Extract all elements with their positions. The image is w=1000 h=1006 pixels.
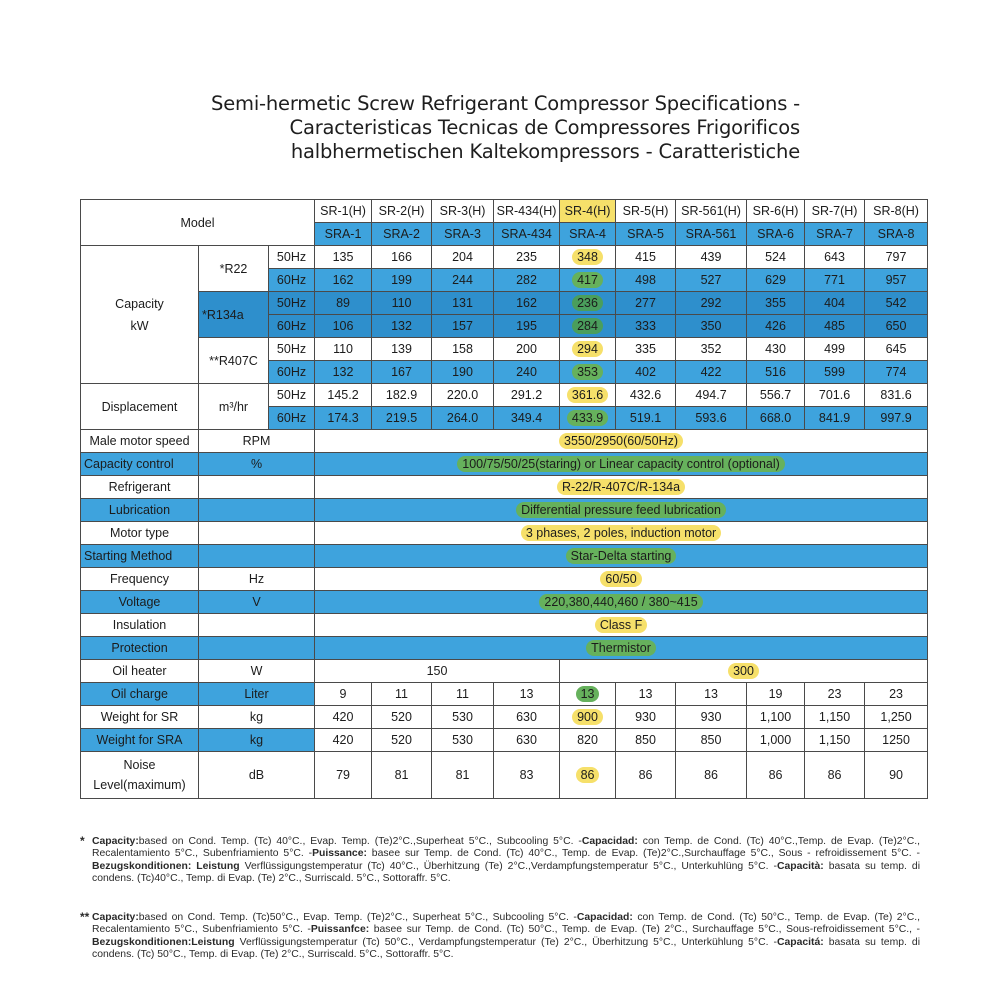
capacity-value: 650 (865, 315, 928, 338)
weight-sra-value: 1250 (865, 729, 928, 752)
weight-sr-value: 520 (372, 706, 432, 729)
weight-sra-value: 1,150 (805, 729, 865, 752)
capacity-label-line-2: kW (130, 318, 149, 333)
refrigerant-row (81, 476, 928, 499)
capacity-label (81, 246, 199, 384)
displacement-value: 291.2 (494, 384, 560, 407)
model-sra-4: SRA-434 (494, 223, 560, 246)
capacity-value: 645 (865, 338, 928, 361)
capacity-value: 957 (865, 269, 928, 292)
capacity-row-3 (81, 292, 928, 315)
model-sr-8: SR-6(H) (747, 200, 805, 223)
capacity-row-5 (81, 338, 928, 361)
motor-speed-value (315, 430, 928, 453)
oil-charge-value: 23 (865, 683, 928, 706)
footnote-1 (80, 836, 920, 886)
model-sr-2: SR-2(H) (372, 200, 432, 223)
frequency-label: Frequency (81, 568, 199, 591)
capacity-value: 158 (432, 338, 494, 361)
header-row-sr (81, 200, 928, 223)
weight-sra-label: Weight for SRA (81, 729, 199, 752)
noise-value: 86 (747, 752, 805, 799)
freq-label: 60Hz (269, 315, 315, 338)
motor-type-value-value: 3 phases, 2 poles, induction motor (521, 525, 721, 541)
voltage-value-value: 220,380,440,460 / 380~415 (539, 594, 702, 610)
model-sr-3: SR-3(H) (432, 200, 494, 223)
capacity-value: 352 (676, 338, 747, 361)
weight-sr-label: Weight for SR (81, 706, 199, 729)
model-sr-10: SR-8(H) (865, 200, 928, 223)
model-label: Model (81, 200, 315, 246)
capacity-control-unit: % (199, 453, 315, 476)
footnote-1-key-5: Capacità: (776, 860, 824, 872)
displacement-value-value: 433.9 (567, 410, 608, 426)
oil-charge-value (560, 683, 616, 706)
capacity-value: 797 (865, 246, 928, 269)
model-sra-3: SRA-3 (432, 223, 494, 246)
footnote-1-text-2: con Temp. de Cond. (Tc) 40°C.,Temp. de Evap. (Te)2°C., Recalentamiento 5°C., Subenfriamiento 5°C. - (92, 836, 920, 860)
weight-sra-value: 850 (616, 729, 676, 752)
lubrication-value-value: Differential pressure feed lubrication (516, 502, 726, 518)
capacity-control-value-value: 100/75/50/25(staring) or Linear capacity control (optional) (457, 456, 785, 472)
capacity-value: 498 (616, 269, 676, 292)
capacity-value: 89 (315, 292, 372, 315)
displacement-value: 494.7 (676, 384, 747, 407)
noise-value: 86 (676, 752, 747, 799)
noise-value: 90 (865, 752, 928, 799)
motor-type-label: Motor type (81, 522, 199, 545)
capacity-value: 292 (676, 292, 747, 315)
displacement-value: 556.7 (747, 384, 805, 407)
footnote-2-marker: ** (80, 910, 90, 924)
footnote-2-key-3: Puissanfce: (310, 924, 370, 936)
displacement-value (560, 384, 616, 407)
capacity-value: 240 (494, 361, 560, 384)
noise-label (81, 752, 199, 799)
noise-value: 86 (805, 752, 865, 799)
footnote-2-key-5: Capacitá: (776, 936, 824, 948)
capacity-value: 106 (315, 315, 372, 338)
displacement-value-value: 361.6 (567, 387, 608, 403)
freq-label: 50Hz (269, 338, 315, 361)
oil-charge-value: 19 (747, 683, 805, 706)
freq-label: 50Hz (269, 246, 315, 269)
oil-charge-value: 13 (494, 683, 560, 706)
frequency-value-value: 60/50 (600, 571, 641, 587)
capacity-value: 485 (805, 315, 865, 338)
noise-label-line-2: Level(maximum) (93, 778, 186, 792)
capacity-value: 527 (676, 269, 747, 292)
model-sra-8: SRA-6 (747, 223, 805, 246)
capacity-value (560, 269, 616, 292)
footnote-2-text-2: con Temp. de Cond. (Tc) 50°C., Temp. de Evap. (Te) 2°C., Recalentamiento 5°C., Subenfriamiento 5°C. - (92, 912, 920, 936)
capacity-value: 131 (432, 292, 494, 315)
motor-type-unit (199, 522, 315, 545)
capacity-value: 426 (747, 315, 805, 338)
refrigerant-3: **R407C (199, 338, 269, 384)
capacity-value: 643 (805, 246, 865, 269)
oil-charge-value: 11 (372, 683, 432, 706)
footnote-2-key-2: Capacidad: (576, 912, 633, 923)
oil-charge-label: Oil charge (81, 683, 199, 706)
capacity-value: 162 (494, 292, 560, 315)
capacity-value: 333 (616, 315, 676, 338)
oil-heater-unit: W (199, 660, 315, 683)
capacity-control-value (315, 453, 928, 476)
footnote-1-key-3: Puissance: (312, 848, 367, 860)
oil-charge-value-value: 13 (576, 686, 600, 702)
refrigerant-2: *R134a (199, 292, 269, 338)
model-sra-9: SRA-7 (805, 223, 865, 246)
noise-value-value: 86 (576, 767, 600, 783)
displacement-value: 593.6 (676, 407, 747, 430)
weight-sr-value: 420 (315, 706, 372, 729)
weight-sra-row (81, 729, 928, 752)
protection-row (81, 637, 928, 660)
oil-heater-row (81, 660, 928, 683)
footnote-1-text-4: Verflüssigungstemperatur (Tc) 40°C., Überhitzung (Te) 2°C.,Verdampfungstemperatur 5°C., Unterkuhlüng 5°C. - (239, 860, 777, 872)
capacity-value: 139 (372, 338, 432, 361)
oil-charge-value: 11 (432, 683, 494, 706)
capacity-control-row (81, 453, 928, 476)
noise-label-line-1: Noise (123, 758, 156, 772)
protection-unit (199, 637, 315, 660)
weight-sra-value: 1,000 (747, 729, 805, 752)
capacity-value: 350 (676, 315, 747, 338)
insulation-value (315, 614, 928, 637)
capacity-value-value: 294 (572, 341, 603, 357)
freq-label: 50Hz (269, 292, 315, 315)
weight-sr-value-value: 900 (572, 709, 603, 725)
footnote-1-marker: * (80, 834, 85, 848)
capacity-value: 430 (747, 338, 805, 361)
capacity-value: 335 (616, 338, 676, 361)
model-sr-6: SR-5(H) (616, 200, 676, 223)
oil-charge-value: 23 (805, 683, 865, 706)
weight-sr-value (560, 706, 616, 729)
footnote-2-text-4: Verflüssigungstemperatur (Tc) 50°C., Verdampfungstemperatur (Te) 2°C., Überhitzung 5°C., Unterkühlung 5°C. - (234, 936, 777, 948)
oil-charge-row (81, 683, 928, 706)
capacity-value: 162 (315, 269, 372, 292)
capacity-value: 402 (616, 361, 676, 384)
oil-charge-unit: Liter (199, 683, 315, 706)
oil-charge-value: 13 (616, 683, 676, 706)
displacement-value: 668.0 (747, 407, 805, 430)
displacement-value: 701.6 (805, 384, 865, 407)
footnote-1-key-1: Capacity: (92, 836, 139, 847)
noise-unit: dB (199, 752, 315, 799)
capacity-value: 132 (315, 361, 372, 384)
displacement-value: 145.2 (315, 384, 372, 407)
capacity-value: 190 (432, 361, 494, 384)
model-sr-4: SR-434(H) (494, 200, 560, 223)
capacity-value: 167 (372, 361, 432, 384)
weight-sr-value: 930 (676, 706, 747, 729)
weight-sr-value: 530 (432, 706, 494, 729)
oil-heater-value-b-value: 300 (728, 663, 759, 679)
footnote-1-text-3: basee sur Temp. de Cond. (Tc) 40°C., Temp. de Evap. (Te)2°C.,Surchauffage 5°C., Sous - refroidissement 5°C. - (366, 848, 920, 860)
capacity-value: 282 (494, 269, 560, 292)
protection-value-value: Thermistor (586, 640, 656, 656)
weight-sr-value: 930 (616, 706, 676, 729)
weight-sra-value: 420 (315, 729, 372, 752)
voltage-unit: V (199, 591, 315, 614)
voltage-value (315, 591, 928, 614)
capacity-value: 277 (616, 292, 676, 315)
weight-sr-row (81, 706, 928, 729)
displacement-label: Displacement (81, 384, 199, 430)
oil-heater-label: Oil heater (81, 660, 199, 683)
capacity-value: 110 (372, 292, 432, 315)
weight-sra-value: 520 (372, 729, 432, 752)
frequency-row (81, 568, 928, 591)
model-sra-1: SRA-1 (315, 223, 372, 246)
refrigerant-value (315, 476, 928, 499)
weight-sr-value: 1,250 (865, 706, 928, 729)
capacity-value: 166 (372, 246, 432, 269)
motor-speed-label: Male motor speed (81, 430, 199, 453)
capacity-value: 499 (805, 338, 865, 361)
capacity-value (560, 292, 616, 315)
model-sra-6: SRA-5 (616, 223, 676, 246)
lubrication-value (315, 499, 928, 522)
starting-method-row (81, 545, 928, 568)
capacity-value: 157 (432, 315, 494, 338)
model-sr-7: SR-561(H) (676, 200, 747, 223)
motor-speed-row (81, 430, 928, 453)
insulation-row (81, 614, 928, 637)
oil-charge-value: 9 (315, 683, 372, 706)
noise-value: 79 (315, 752, 372, 799)
footnote-2-text-5: basata su temp. di condens. (Tc) 50°C., Temp. di Evap. (Te) 2°C., Surriscald. 5°C., Sottoraffr. 5°C. (92, 936, 921, 961)
motor-type-value (315, 522, 928, 545)
motor-type-row (81, 522, 928, 545)
displacement-value: 997.9 (865, 407, 928, 430)
starting-method-value (315, 545, 928, 568)
capacity-value: 235 (494, 246, 560, 269)
capacity-value: 110 (315, 338, 372, 361)
capacity-value (560, 361, 616, 384)
capacity-value (560, 338, 616, 361)
displacement-value: 831.6 (865, 384, 928, 407)
weight-sra-value: 530 (432, 729, 494, 752)
capacity-value (560, 315, 616, 338)
displacement-value: 349.4 (494, 407, 560, 430)
displacement-value: 841.9 (805, 407, 865, 430)
displacement-row-1 (81, 384, 928, 407)
page-title (80, 92, 800, 164)
displacement-value: 519.1 (616, 407, 676, 430)
title-line-english: Semi-hermetic Screw Refrigerant Compressor Specifications - (211, 92, 800, 115)
noise-value: 83 (494, 752, 560, 799)
capacity-value-value: 284 (572, 318, 603, 334)
title-line-spanish: Caracteristicas Tecnicas de Compressores Frigorificos (289, 116, 800, 139)
footnote-2-key-4: Bezugskonditionen:Leistung (92, 936, 235, 948)
frequency-unit: Hz (199, 568, 315, 591)
footnote-1-key-4: Bezugskonditionen: Leistung (92, 860, 240, 872)
capacity-value: 629 (747, 269, 805, 292)
capacity-value: 204 (432, 246, 494, 269)
footnote-2-text-3: basee sur Temp. de Cond. (Tc) 50°C., Temp. de Evap. (Te) 2°C., Surchauffage 5°C., Sous-refroidissement 5°C., - (369, 924, 921, 936)
freq-label: 60Hz (269, 361, 315, 384)
displacement-value: 432.6 (616, 384, 676, 407)
displacement-value: 219.5 (372, 407, 432, 430)
model-sra-2: SRA-2 (372, 223, 432, 246)
starting-method-label: Starting Method (81, 545, 199, 568)
weight-sra-unit: kg (199, 729, 315, 752)
protection-value (315, 637, 928, 660)
freq-label: 60Hz (269, 269, 315, 292)
title-line-german: halbhermetischen Kaltekompressors - Caratteristiche (290, 140, 800, 163)
capacity-value: 355 (747, 292, 805, 315)
displacement-value: 264.0 (432, 407, 494, 430)
displacement-value: 182.9 (372, 384, 432, 407)
weight-sra-value: 850 (676, 729, 747, 752)
capacity-value: 771 (805, 269, 865, 292)
capacity-value: 404 (805, 292, 865, 315)
refrigerant-unit (199, 476, 315, 499)
model-sra-10: SRA-8 (865, 223, 928, 246)
capacity-value: 542 (865, 292, 928, 315)
protection-label: Protection (81, 637, 199, 660)
capacity-value: 439 (676, 246, 747, 269)
oil-heater-value-a: 150 (315, 660, 560, 683)
capacity-value (560, 246, 616, 269)
noise-value: 81 (372, 752, 432, 799)
capacity-row-1 (81, 246, 928, 269)
oil-charge-value: 13 (676, 683, 747, 706)
displacement-value: 174.3 (315, 407, 372, 430)
footnote-1-text-1: based on Cond. Temp. (Tc) 40°C., Evap. Temp. (Te)2°C.,Superheat 5°C., Subcooling 5°C. - (138, 836, 582, 847)
displacement-value (560, 407, 616, 430)
noise-value: 81 (432, 752, 494, 799)
model-sra-5: SRA-4 (560, 223, 616, 246)
lubrication-unit (199, 499, 315, 522)
weight-sr-value: 1,150 (805, 706, 865, 729)
insulation-unit (199, 614, 315, 637)
refrigerant-1: *R22 (199, 246, 269, 292)
capacity-value: 135 (315, 246, 372, 269)
refrigerant-label: Refrigerant (81, 476, 199, 499)
motor-speed-value-value: 3550/2950(60/50Hz) (559, 433, 683, 449)
capacity-value-value: 348 (572, 249, 603, 265)
footnote-1-text-5: basata su temp. di condens. (Tc)40°C., Temp. di Evap. (Te) 2°C., Surriscald. 5°C., Sottoraffr. 5°C. (92, 860, 920, 885)
capacity-value-value: 417 (572, 272, 603, 288)
freq-label: 50Hz (269, 384, 315, 407)
displacement-value: 220.0 (432, 384, 494, 407)
voltage-row (81, 591, 928, 614)
capacity-value: 244 (432, 269, 494, 292)
model-sr-5: SR-4(H) (560, 200, 616, 223)
noise-value (560, 752, 616, 799)
model-sr-1: SR-1(H) (315, 200, 372, 223)
capacity-value-value: 236 (572, 295, 603, 311)
capacity-value: 524 (747, 246, 805, 269)
frequency-value (315, 568, 928, 591)
capacity-value: 422 (676, 361, 747, 384)
weight-sr-unit: kg (199, 706, 315, 729)
lubrication-label: Lubrication (81, 499, 199, 522)
starting-method-unit (199, 545, 315, 568)
model-sra-7: SRA-561 (676, 223, 747, 246)
noise-row (81, 752, 928, 799)
noise-value: 86 (616, 752, 676, 799)
weight-sra-value: 630 (494, 729, 560, 752)
capacity-value: 200 (494, 338, 560, 361)
capacity-value: 195 (494, 315, 560, 338)
footnote-2-text-1: based on Cond. Temp. (Tc)50°C., Evap. Temp. (Te)2°C., Superheat 5°C., Subcooling 5°C. - (138, 912, 577, 923)
motor-speed-unit: RPM (199, 430, 315, 453)
capacity-value: 199 (372, 269, 432, 292)
capacity-value: 599 (805, 361, 865, 384)
capacity-label-line-1: Capacity (115, 296, 164, 311)
capacity-value-value: 353 (572, 364, 603, 380)
footnote-2 (80, 912, 920, 962)
freq-label: 60Hz (269, 407, 315, 430)
weight-sr-value: 630 (494, 706, 560, 729)
displacement-unit: m³/hr (199, 384, 269, 430)
weight-sr-value: 1,100 (747, 706, 805, 729)
insulation-value-value: Class F (595, 617, 647, 633)
oil-heater-value-b (560, 660, 928, 683)
voltage-label: Voltage (81, 591, 199, 614)
spec-table (80, 199, 928, 799)
weight-sra-value: 820 (560, 729, 616, 752)
capacity-value: 415 (616, 246, 676, 269)
model-sr-9: SR-7(H) (805, 200, 865, 223)
capacity-value: 132 (372, 315, 432, 338)
capacity-control-label: Capacity control (81, 453, 199, 476)
lubrication-row (81, 499, 928, 522)
capacity-value: 774 (865, 361, 928, 384)
footnote-1-key-2: Capacidad: (581, 836, 638, 847)
footnote-2-key-1: Capacity: (92, 912, 139, 923)
starting-method-value-value: Star-Delta starting (566, 548, 677, 564)
capacity-value: 516 (747, 361, 805, 384)
refrigerant-value-value: R-22/R-407C/R-134a (557, 479, 685, 495)
insulation-label: Insulation (81, 614, 199, 637)
